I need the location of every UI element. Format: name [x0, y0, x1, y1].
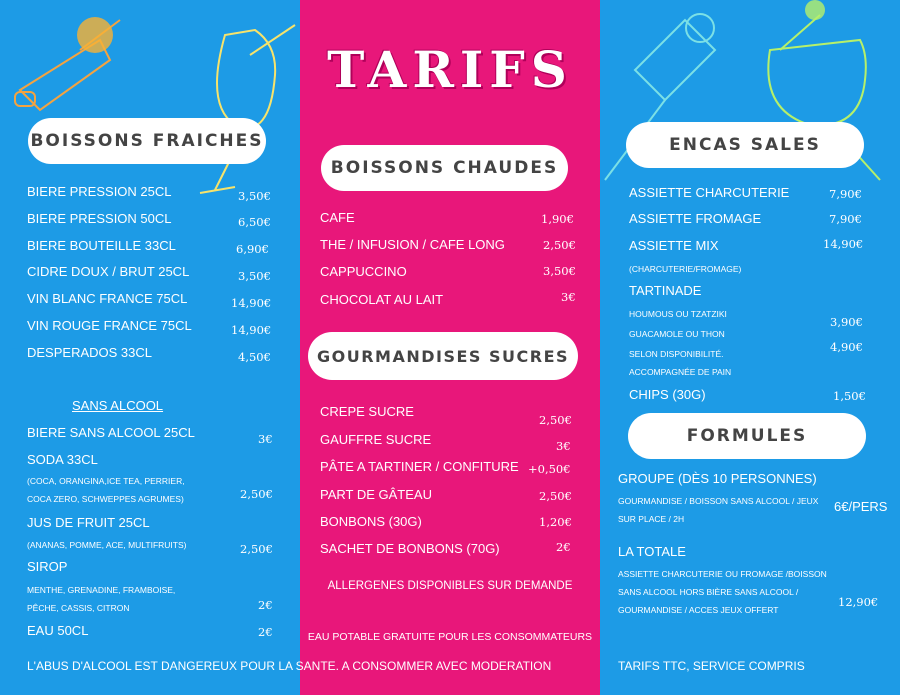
formules-heading: FORMULES	[628, 413, 866, 459]
menu-item-label: ASSIETTE FROMAGE	[629, 211, 762, 226]
menu-item-detail: SELON DISPONIBILITÉ.	[629, 349, 724, 359]
menu-item-label: CREPE SUCRE	[320, 404, 414, 419]
formule-groupe-detail: GOURMANDISE / BOISSON SANS ALCOOL / JEUX	[618, 496, 819, 506]
menu-item-label: SODA 33CL	[27, 452, 98, 467]
alcohol-warning: L'ABUS D'ALCOOL EST DANGEREUX POUR LA SANTE. A CONSOMMER AVEC MODERATION	[27, 659, 552, 673]
menu-item-price: +0,50€	[528, 462, 571, 476]
menu-item-label: CAFE	[320, 210, 355, 225]
menu-item-price: 1,90€	[541, 212, 574, 226]
cocktail-glass-icon	[195, 15, 305, 200]
menu-item-detail: (COCA, ORANGINA,ICE TEA, PERRIER,	[27, 476, 185, 486]
menu-item-detail: HOUMOUS OU TZATZIKI	[629, 309, 727, 319]
menu-item-label: SIROP	[27, 559, 68, 574]
menu-item-price: 7,90€	[829, 187, 862, 201]
menu-item-label: EAU 50CL	[27, 623, 89, 638]
menu-item-label: JUS DE FRUIT 25CL	[27, 515, 150, 530]
menu-item-price: 2,50€	[240, 487, 273, 501]
eau-potable-note: EAU POTABLE GRATUITE POUR LES CONSOMMATEURS	[307, 631, 593, 643]
allergenes-note: ALLERGENES DISPONIBLES SUR DEMANDE	[327, 580, 573, 592]
menu-item-price: 14,90€	[823, 237, 864, 251]
formule-groupe-detail: SUR PLACE / 2H	[618, 514, 685, 524]
menu-item-label: VIN BLANC FRANCE 75CL	[27, 291, 188, 306]
formule-totale-detail: ASSIETTE CHARCUTERIE OU FROMAGE /BOISSON	[618, 569, 827, 579]
menu-item-price: 3€	[556, 439, 571, 453]
menu-item-label: ASSIETTE CHARCUTERIE	[629, 185, 790, 200]
menu-item-price: 7,90€	[829, 212, 862, 226]
menu-item-label: CAPPUCCINO	[320, 264, 407, 279]
menu-item-price: 2,50€	[240, 542, 273, 556]
menu-item-label: THE / INFUSION / CAFE LONG	[320, 237, 505, 252]
formule-totale-price: 12,90€	[838, 595, 879, 609]
menu-item-label: ASSIETTE MIX	[629, 238, 719, 253]
menu-item-label: BIERE BOUTEILLE 33CL	[27, 238, 176, 253]
menu-item-detail: COCA ZERO, SCHWEPPES AGRUMES)	[27, 494, 184, 504]
menu-item-price: 6,90€	[236, 242, 269, 256]
encas-sales-heading: ENCAS SALES	[626, 122, 864, 168]
tarifs-note: TARIFS TTC, SERVICE COMPRIS	[618, 659, 805, 673]
boissons-fraiches-heading: BOISSONS FRAICHES	[28, 118, 266, 164]
menu-item-label: PÂTE A TARTINER / CONFITURE	[320, 459, 519, 474]
sans-alcool-heading: SANS ALCOOL	[72, 398, 164, 413]
menu-item-price: 2€	[258, 625, 273, 639]
menu-item-label: PART DE GÂTEAU	[320, 487, 432, 502]
gourmandises-heading: GOURMANDISES SUCRES	[308, 332, 578, 380]
menu-item-price: 3,50€	[238, 269, 271, 283]
menu-item-price: 3,50€	[238, 189, 271, 203]
menu-item-price: 2€	[258, 598, 273, 612]
menu-item-detail: GUACAMOLE OU THON	[629, 329, 725, 339]
menu-item-price: 3€	[258, 432, 273, 446]
formule-totale-detail: SANS ALCOOL HORS BIÈRE SANS ALCOOL /	[618, 587, 799, 597]
menu-item-price: 1,20€	[539, 515, 572, 529]
menu-item-price: 3,90€	[830, 315, 863, 329]
menu-item-price: 1,50€	[833, 389, 866, 403]
menu-item-price: 2,50€	[539, 489, 572, 503]
menu-item-label: BIERE PRESSION 50CL	[27, 211, 172, 226]
menu-item-price: 3€	[561, 290, 576, 304]
menu-item-label: SACHET DE BONBONS (70G)	[320, 541, 500, 556]
page-title: TARIFS	[327, 40, 573, 99]
menu-item-label: BIERE PRESSION 25CL	[27, 184, 172, 199]
menu-item-detail: (ANANAS, POMME, ACE, MULTIFRUITS)	[27, 540, 187, 550]
formule-totale-label: LA TOTALE	[618, 544, 686, 559]
menu-item-price: 2€	[556, 540, 571, 554]
menu-item-label: BONBONS (30G)	[320, 514, 422, 529]
menu-item-price: 2,50€	[539, 413, 572, 427]
menu-item-price: 2,50€	[543, 238, 576, 252]
formule-groupe-label: GROUPE (DÈS 10 PERSONNES)	[618, 471, 817, 486]
cocktail-shaker-icon	[10, 10, 160, 120]
menu-item-detail: PÊCHE, CASSIS, CITRON	[27, 603, 130, 613]
menu-item-label: DESPERADOS 33CL	[27, 345, 152, 360]
menu-item-price: 4,50€	[238, 350, 271, 364]
menu-item-label: TARTINADE	[629, 283, 702, 298]
menu-item-price: 14,90€	[231, 323, 272, 337]
menu-item-price: 14,90€	[231, 296, 272, 310]
menu-item-label: CIDRE DOUX / BRUT 25CL	[27, 264, 190, 279]
formule-groupe-price: 6€/PERS	[834, 499, 888, 514]
menu-item-label: CHIPS (30G)	[629, 387, 706, 402]
menu-item-label: GAUFFRE SUCRE	[320, 432, 432, 447]
menu-item-label: CHOCOLAT AU LAIT	[320, 292, 444, 307]
formule-totale-detail: GOURMANDISE / ACCES JEUX OFFERT	[618, 605, 779, 615]
menu-item-price: 3,50€	[543, 264, 576, 278]
menu-item-detail: ACCOMPAGNÉE DE PAIN	[629, 367, 732, 377]
menu-item-price: 6,50€	[238, 215, 271, 229]
menu-item-price: 4,90€	[830, 340, 863, 354]
menu-item-label: VIN ROUGE FRANCE 75CL	[27, 318, 192, 333]
menu-item-detail: (CHARCUTERIE/FROMAGE)	[629, 264, 742, 274]
menu-item-detail: MENTHE, GRENADINE, FRAMBOISE,	[27, 585, 176, 595]
boissons-chaudes-heading: BOISSONS CHAUDES	[321, 145, 568, 191]
menu-item-label: BIERE SANS ALCOOL 25CL	[27, 425, 195, 440]
